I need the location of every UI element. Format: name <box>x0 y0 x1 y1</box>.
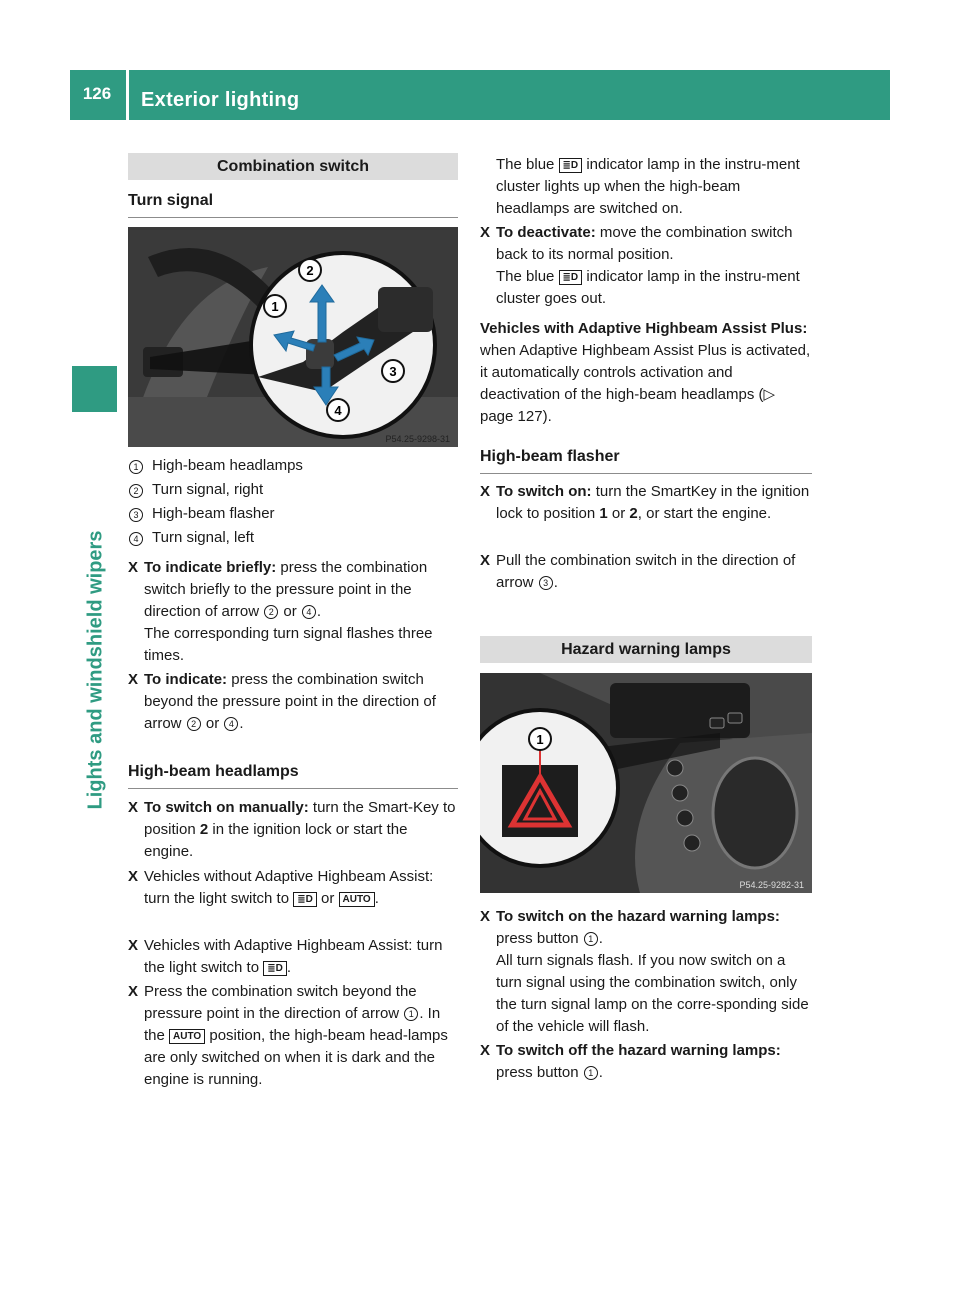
combination-switch-figure <box>128 227 458 447</box>
legend-list <box>128 455 458 551</box>
figure-callout-1: 1 <box>536 732 544 747</box>
figure-callout-2: 2 <box>306 263 314 278</box>
legend-number: 3 <box>129 508 143 522</box>
heading-high-beam: High-beam headlamps <box>128 761 458 789</box>
section-title-combination-switch: Combination switch <box>128 153 458 180</box>
step-arrow-icon: X <box>480 552 491 569</box>
arrow-ref: 2 <box>187 717 201 731</box>
header-divider <box>126 70 129 120</box>
legend-number: 1 <box>129 460 143 474</box>
step-arrow-icon: X <box>480 483 491 500</box>
step-label: To deactivate: <box>496 224 596 241</box>
legend-item <box>128 503 458 527</box>
step-arrow-icon: X <box>480 908 491 925</box>
heading-high-beam-flasher: High-beam flasher <box>480 446 812 474</box>
high-beam-icon: ≣D <box>293 892 317 907</box>
instruction-without-assist: X Vehicles without Adaptive Highbeam Assist: turn the light switch to ≣D or AUTO . <box>128 868 434 907</box>
step-arrow-icon: X <box>480 224 491 241</box>
step-arrow-icon: X <box>128 937 139 954</box>
figure-callout-4: 4 <box>334 403 342 418</box>
legend-number: 4 <box>129 532 143 546</box>
instruction-deactivate: X To deactivate: move the combination switch back to its normal position. The blue ≣D indicator lamp in the instru-ment cluster goes out. <box>480 224 800 307</box>
chapter-marker <box>72 366 117 412</box>
figure-code: P54.25-9282-31 <box>739 880 804 890</box>
paragraph-label: Vehicles with Adaptive Highbeam Assist Plus: <box>480 320 808 337</box>
instruction-press-switch: X Press the combination switch beyond the pressure point in the direction of arrow 1 . In the AUTO position, the high-beam head-lamps are only switched on when it is dark and the engine is running. <box>128 983 448 1088</box>
legend-item <box>128 455 458 479</box>
high-beam-icon: ≣D <box>559 158 583 173</box>
figure-code: P54.25-9298-31 <box>385 434 450 444</box>
instruction-flasher-switch-on: X To switch on: turn the SmartKey in the ignition lock to position 1 or 2, or start the engine. <box>480 483 810 522</box>
legend-item <box>128 479 458 503</box>
step-arrow-icon: X <box>128 868 139 885</box>
step-label: To indicate briefly: <box>144 559 277 576</box>
instruction-hazard-on: X To switch on the hazard warning lamps: press button 1 . All turn signals flash. If you now switch on a turn signal using the combination switch, only the turn signal lamp on the corre-sponding side of the vehicle will flash. <box>480 908 809 1035</box>
step-arrow-icon: X <box>128 983 139 1000</box>
section-title-hazard: Hazard warning lamps <box>480 636 812 663</box>
legend-text: Turn signal, left <box>152 529 254 546</box>
instruction-indicate: X To indicate: press the combination switch beyond the pressure point in the direction of arrow 2 or 4 . <box>128 671 436 732</box>
step-label: To indicate: <box>144 671 228 688</box>
step-label: To switch on manually: <box>144 799 309 816</box>
instruction-indicate-briefly: X To indicate briefly: press the combination switch briefly to the pressure point in the direction of arrow 2 or 4 . The corresponding turn signal flashes three times. <box>128 559 433 664</box>
high-beam-icon: ≣D <box>559 270 583 285</box>
instruction-flasher-pull: X Pull the combination switch in the direction of arrow 3 . <box>480 552 796 591</box>
heading-turn-signal: Turn signal <box>128 190 458 218</box>
arrow-ref: 1 <box>404 1007 418 1021</box>
auto-icon: AUTO <box>169 1029 205 1044</box>
hazard-button-figure <box>480 673 812 893</box>
arrow-ref: 4 <box>224 717 238 731</box>
step-arrow-icon: X <box>128 799 139 816</box>
legend-text: High-beam headlamps <box>152 457 303 474</box>
page-number: 126 <box>82 84 112 103</box>
arrow-ref: 4 <box>302 605 316 619</box>
page-reference-link[interactable]: ▷ page 127 <box>480 386 776 425</box>
arrow-ref: 2 <box>264 605 278 619</box>
step-arrow-icon: X <box>128 559 139 576</box>
legend-number: 2 <box>129 484 143 498</box>
legend-item <box>128 527 458 551</box>
high-beam-icon: ≣D <box>263 961 287 976</box>
instruction-hazard-off: X To switch off the hazard warning lamps: press button 1 . <box>480 1042 781 1081</box>
paragraph-adaptive-assist: Vehicles with Adaptive Highbeam Assist Plus: when Adaptive Highbeam Assist Plus is activated, it automatically controls activation and deactivation of the high-beam headlamps (▷ page 127). <box>480 320 811 425</box>
button-ref: 1 <box>584 1066 598 1080</box>
arrow-ref: 3 <box>539 576 553 590</box>
chapter-label: Lights and windshield wipers <box>84 530 107 810</box>
step-label: To switch on: <box>496 483 592 500</box>
button-ref: 1 <box>584 932 598 946</box>
auto-icon: AUTO <box>339 892 375 907</box>
page-title: Exterior lighting <box>141 89 300 111</box>
step-label: To switch off the hazard warning lamps: <box>496 1042 781 1059</box>
figure-callout-3: 3 <box>389 364 397 379</box>
instruction-with-assist: X Vehicles with Adaptive Highbeam Assist: turn the light switch to ≣D . <box>128 937 443 976</box>
step-arrow-icon: X <box>480 1042 491 1059</box>
step-arrow-icon: X <box>128 671 139 688</box>
figure-callout-1: 1 <box>271 299 279 314</box>
instruction-switch-on-manually: X To switch on manually: turn the Smart-Key to position 2 in the ignition lock or start the engine. <box>128 799 456 860</box>
step-label: To switch on the hazard warning lamps: <box>496 908 780 925</box>
paragraph-indicator-on: The blue ≣D indicator lamp in the instru-ment cluster lights up when the high-beam headlamps are switched on. <box>496 156 800 217</box>
legend-text: Turn signal, right <box>152 481 264 498</box>
legend-text: High-beam flasher <box>152 505 275 522</box>
